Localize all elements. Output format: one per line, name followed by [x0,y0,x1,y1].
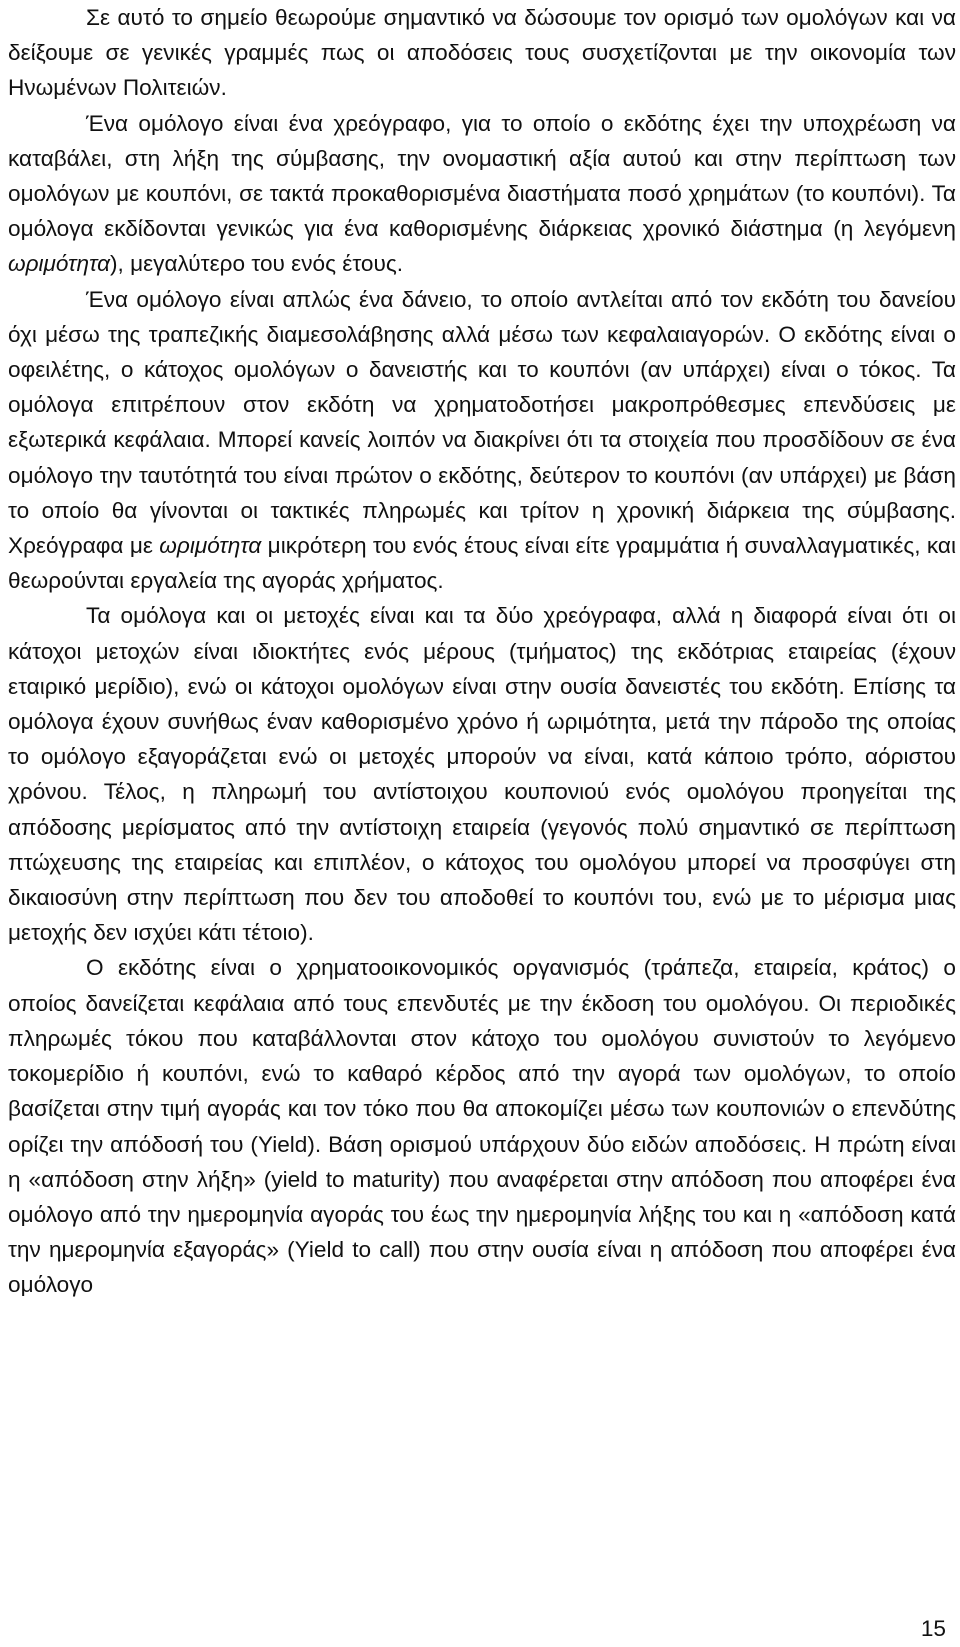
paragraph-text: μικρότερη του ενός έτους είναι είτε γραμμάτια ή συναλλαγματικές, και θεωρούνται εργαλεία της αγοράς χρήματος. [8,533,956,594]
document-page [8,0,956,1303]
paragraph-bonds-vs-stocks [8,598,956,950]
paragraph-issuer-yield [8,950,956,1302]
paragraph-text: Ένα ομόλογο είναι ένα χρεόγραφο, για το οποίο ο εκδότης έχει την υποχρέωση να καταβάλει, στη λήξη της σύμβασης, την ονομαστική αξία αυτού και στην περίπτωση των ομολόγων με κουπόνι, σε τακτά προκαθορισμένα διαστήματα ποσό χρημάτων (το κουπόνι). Τα ομόλογα εκδίδονται γενικώς για ένα καθορισμένης διάρκειας χρονικό διάστημα (η λεγόμενη [8,110,956,242]
italic-term: ωριμότητα [159,533,262,559]
paragraph-text: Τα ομόλογα και οι μετοχές είναι και τα δύο χρεόγραφα, αλλά η διαφορά είναι ότι οι κάτοχοι μετοχών είναι ιδιοκτήτες ενός μέρους (τμήματος) της εκδότριας εταιρείας (έχουν εταιρικό μερίδιο), ενώ οι κάτοχοι ομολόγων είναι στην ουσία δανειστές του εκδότη. Επίσης τα ομόλογα έχουν συνήθως έναν καθορισμένο χρόνο ή ωριμότητα, μετά την πάροδο της οποίας το ομόλογο εξαγοράζεται ενώ οι μετοχές μπορούν να είναι, κατά κάποιο τρόπο, αόριστου χρόνου. Τέλος, η πληρωμή του αντίστοιχου κουπονιού ενός ομολόγου προηγείται της απόδοσης μερίσματος από την αντίστοιχη εταιρεία (γεγονός πολύ σημαντικό σε περίπτωση πτώχευσης της εταιρείας και επιπλέον, ο κάτοχος του ομολόγου μπορεί να προσφύγει στη δικαιοσύνη στην περίπτωση που δεν του αποδοθεί το κουπόνι του, ενώ με το μέρισμα μιας μετοχής δεν ισχύει κάτι τέτοιο). [8,603,956,946]
paragraph-bond-definition [8,106,956,282]
paragraph-text: ), μεγαλύτερο του ενός έτους. [110,251,404,277]
paragraph-text: Ο εκδότης είναι ο χρηματοοικονομικός οργανισμός (τράπεζα, εταιρεία, κράτος) ο οποίος δανείζεται κεφάλαια από τους επενδυτές με την έκδοση του ομολόγου. Οι περιοδικές πληρωμές τόκου που καταβάλλονται στον κάτοχο του ομολόγου συνιστούν το λεγόμενο τοκομερίδιο ή κουπόνι, ενώ το καθαρό κέρδος από την αγορά των ομολόγων, το οποίο βασίζεται στην τιμή αγοράς και τον τόκο που θα αποκομίζει μέσω των κουπονιών ο επενδύτης ορίζει την απόδοσή του (Yield). Βάση ορισμού υπάρχουν δύο ειδών αποδόσεις. Η πρώτη είναι η «απόδοση στην λήξη» (yield to maturity) που αναφέρεται στην απόδοση που αποφέρει ένα ομόλογο από την ημερομηνία αγοράς του έως την ημερομηνία λήξης του και η «απόδοση κατά την ημερομηνία εξαγοράς» (Yield to call) που στην ουσία είναι η απόδοση που αποφέρει ένα ομόλογο [8,955,956,1298]
paragraph-text: Ένα ομόλογο είναι απλώς ένα δάνειο, το οποίο αντλείται από τον εκδότη του δανείου όχι μέσω της τραπεζικής διαμεσολάβησης αλλά μέσω των κεφαλαιαγορών. Ο εκδότης είναι ο οφειλέτης, ο κάτοχος ομολόγων ο δανειστής και το κουπόνι (αν υπάρχει) είναι ο τόκος. Τα ομόλογα επιτρέπουν στον εκδότη να χρηματοδοτήσει μακροπρόθεσμες επενδύσεις με εξωτερικά κεφάλαια. Μπορεί κανείς λοιπόν να διακρίνει ότι τα στοιχεία που προσδίδουν σε ένα ομόλογο την ταυτότητά του είναι πρώτον ο εκδότης, δεύτερον το κουπόνι (αν υπάρχει) με βάση το οποίο θα γίνονται οι τακτικές πληρωμές και τρίτον η χρονική διάρκεια της σύμβασης. Χρεόγραφα με [8,286,956,559]
paragraph-bond-as-loan [8,282,956,599]
paragraph-intro [8,0,956,106]
paragraph-text: Σε αυτό το σημείο θεωρούμε σημαντικό να δώσουμε τον ορισμό των ομολόγων και να δείξουμε σε γενικές γραμμές πως οι αποδόσεις τους συσχετίζονται με την οικονομία των Ηνωμένων Πολιτειών. [8,5,956,101]
italic-term: ωριμότητα [8,251,111,277]
page-number: 15 [920,1616,946,1641]
